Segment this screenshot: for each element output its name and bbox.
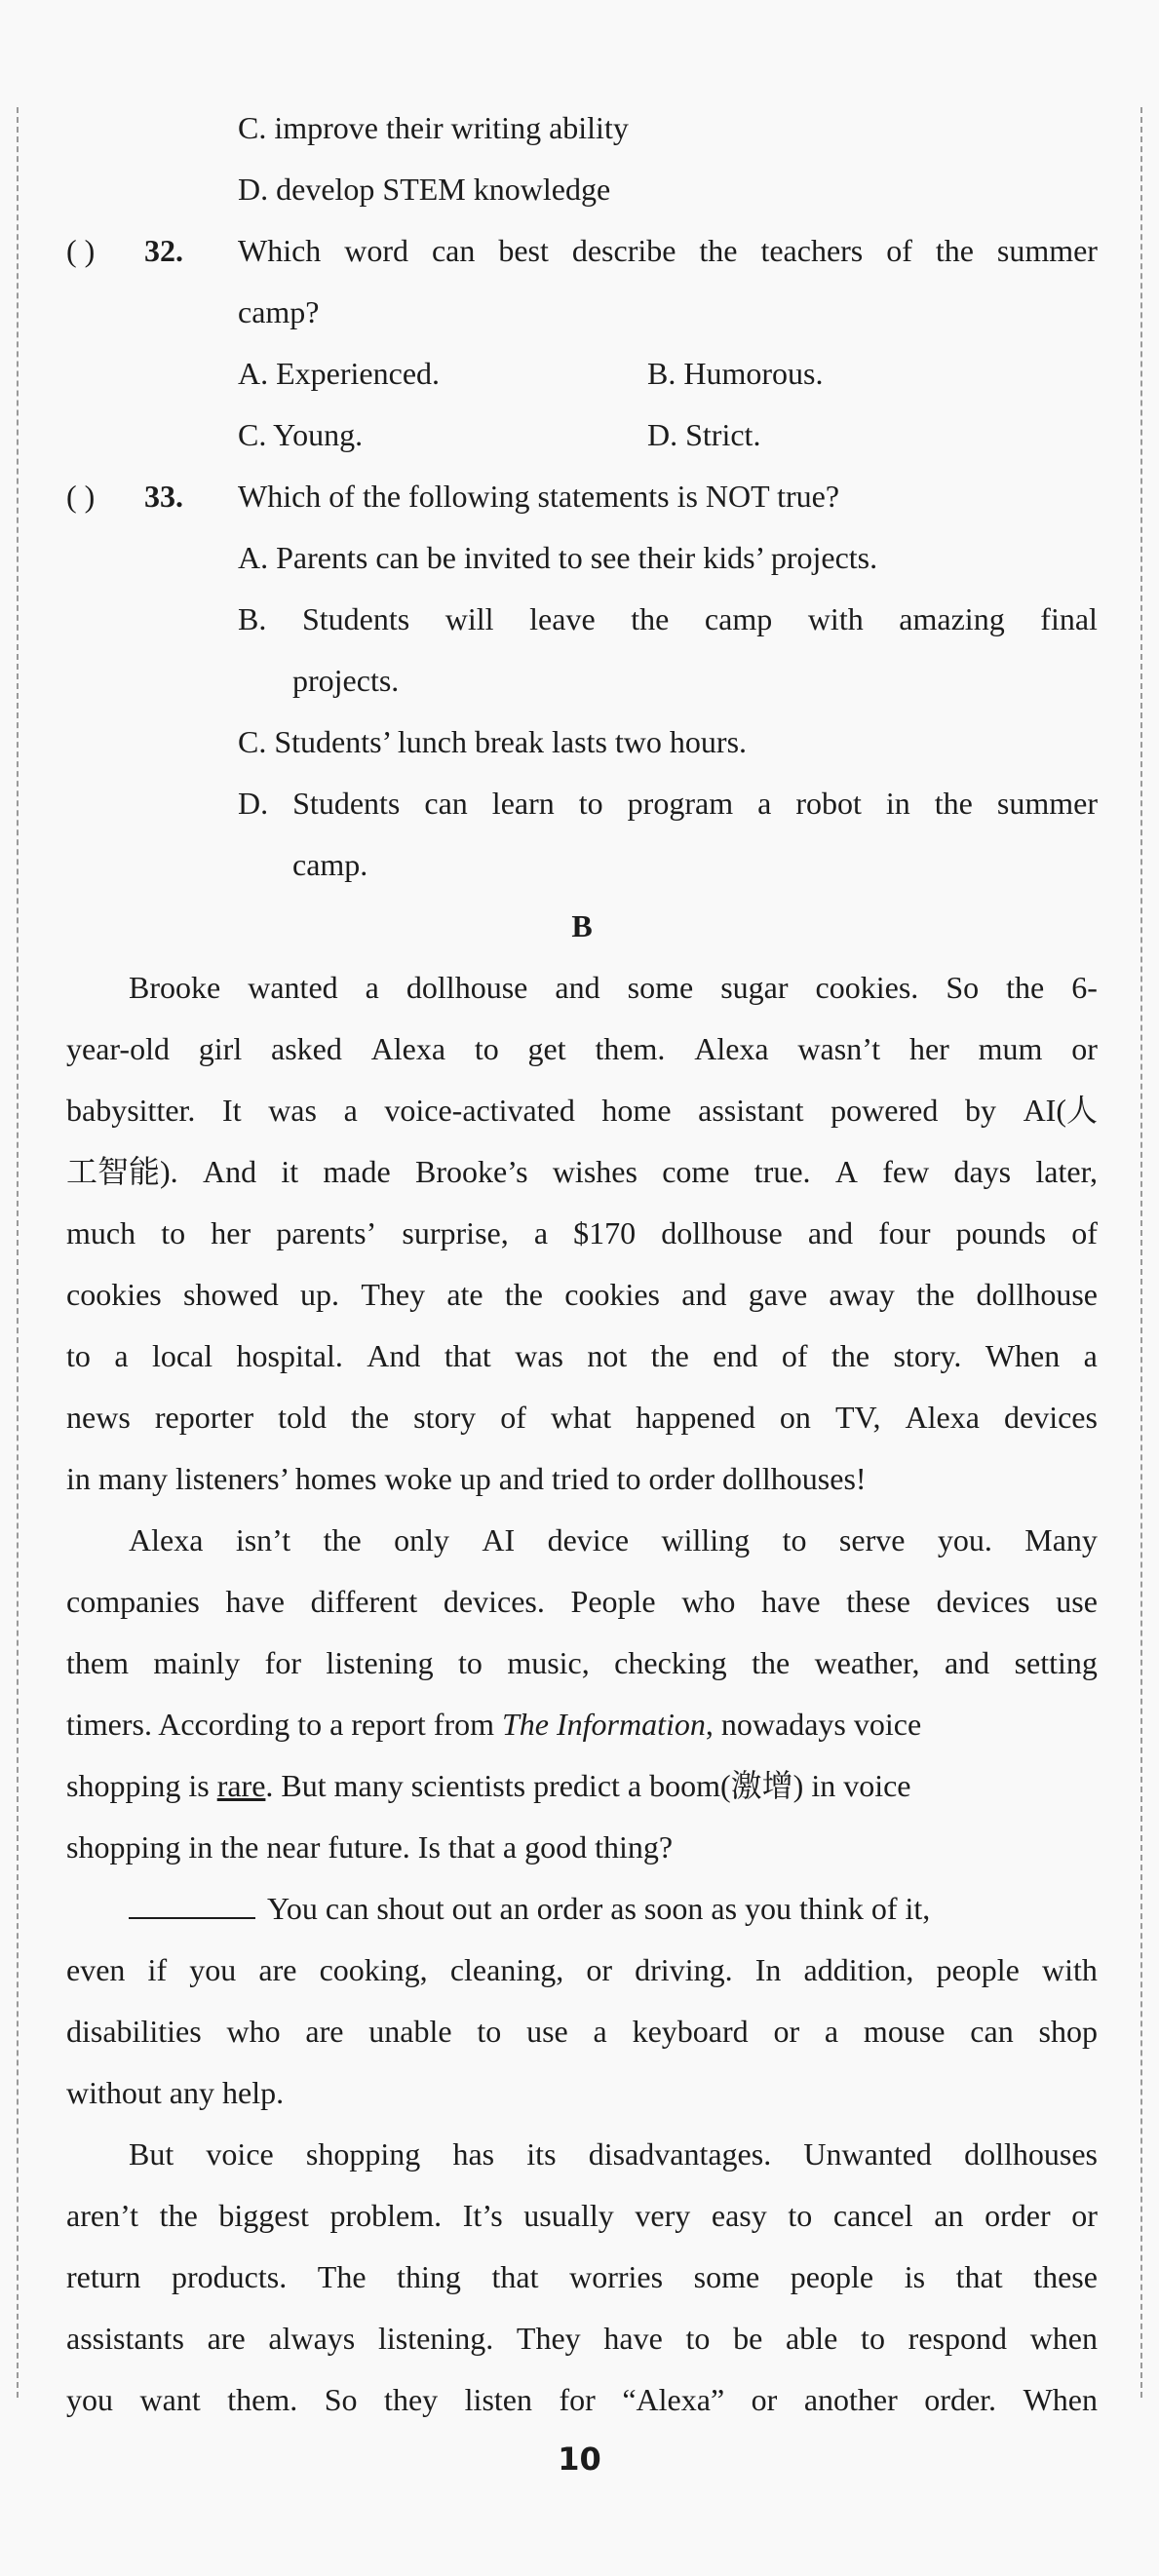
question-32-stem-cont: camp? xyxy=(238,294,320,329)
question-32-stem: Which word can best describe the teachers of the summer xyxy=(238,233,1098,268)
passage-paragraph-2 xyxy=(66,1510,1098,1878)
question-number-32: 32. xyxy=(144,233,183,268)
text-line: You can shout out an order as soon as you think of it, xyxy=(66,1878,1098,1940)
text-line: shopping is rare. But many scientists predict a boom(激增) in voice xyxy=(66,1768,911,1803)
right-dashed-margin xyxy=(1140,107,1142,2398)
question-32-options-ab xyxy=(66,343,1098,404)
text-line: But voice shopping has its disadvantages. Unwanted dollhouses xyxy=(129,2136,1098,2172)
text-line: even if you are cooking, cleaning, or driving. In addition, people with xyxy=(66,1952,1098,1987)
question-number-33: 33. xyxy=(144,479,183,514)
text-line: them mainly for listening to music, checking the weather, and setting xyxy=(66,1645,1098,1680)
answer-blank-32[interactable]: ( ) xyxy=(66,233,96,268)
option-d-q33: D. Students can learn to program a robot in the summer xyxy=(238,786,1098,821)
text-line: return products. The thing that worries some people is that these xyxy=(66,2259,1098,2294)
text-line: much to her parents’ surprise, a $170 dollhouse and four pounds of xyxy=(66,1215,1098,1250)
text-line: shopping in the near future. Is that a good thing? xyxy=(66,1829,674,1865)
text-line: year-old girl asked Alexa to get them. Alexa wasn’t her mum or xyxy=(66,1031,1098,1066)
answer-blank-33[interactable]: ( ) xyxy=(66,479,96,514)
section-heading: B xyxy=(571,908,593,943)
text-line: cookies showed up. They ate the cookies and gave away the dollhouse xyxy=(66,1277,1098,1312)
question-33-stem: Which of the following statements is NOT true? xyxy=(238,479,840,514)
source-title: The Information xyxy=(501,1707,706,1742)
option-d-q33-cont: camp. xyxy=(292,847,368,882)
option-b-q32: B. Humorous. xyxy=(647,356,824,391)
option-d-q32: D. Strict. xyxy=(647,417,761,452)
text-line: disabilities who are unable to use a keyboard or a mouse can shop xyxy=(66,2014,1098,2049)
text-line: you want them. So they listen for “Alexa” or another order. When xyxy=(66,2382,1098,2417)
text-line: assistants are always listening. They have to be able to respond when xyxy=(66,2321,1098,2356)
text-line: companies have different devices. People who have these devices use xyxy=(66,1584,1098,1619)
page-number: 10 xyxy=(558,2441,601,2478)
text-line: babysitter. It was a voice-activated home assistant powered by AI(人 xyxy=(66,1093,1098,1128)
text-line: Brooke wanted a dollhouse and some sugar cookies. So the 6- xyxy=(129,970,1098,1005)
text-line: news reporter told the story of what happened on TV, Alexa devices xyxy=(66,1400,1098,1435)
page-content xyxy=(66,97,1098,2431)
option-d-q31: D. develop STEM knowledge xyxy=(238,172,611,207)
text-line: timers. According to a report from The Information, nowadays voice xyxy=(66,1707,922,1742)
question-33 xyxy=(66,466,1098,527)
option-c-q32: C. Young. xyxy=(238,417,364,452)
passage-paragraph-4 xyxy=(66,2124,1098,2431)
text-line: 工智能). And it made Brooke’s wishes come true. A few days later, xyxy=(66,1154,1098,1189)
underlined-word: rare xyxy=(216,1768,266,1803)
text-line: without any help. xyxy=(66,2075,285,2110)
question-32 xyxy=(66,220,1098,282)
text-line: aren’t the biggest problem. It’s usually very easy to cancel an order or xyxy=(66,2198,1098,2233)
passage-paragraph-1 xyxy=(66,957,1098,1510)
option-b-q33: B. Students will leave the camp with amazing final xyxy=(238,601,1098,636)
text-line: in many listeners’ homes woke up and tried to order dollhouses! xyxy=(66,1461,867,1496)
question-32-options-cd xyxy=(66,404,1098,466)
left-dashed-margin xyxy=(17,107,19,2398)
text-line: Alexa isn’t the only AI device willing to serve you. Many xyxy=(129,1522,1098,1557)
option-a-q33: A. Parents can be invited to see their kids’ projects. xyxy=(238,540,878,575)
passage-paragraph-3 xyxy=(66,1878,1098,2124)
fill-in-blank[interactable] xyxy=(129,1888,255,1919)
text-line: to a local hospital. And that was not the end of the story. When a xyxy=(66,1338,1098,1373)
option-c-q31: C. improve their writing ability xyxy=(238,110,629,145)
option-a-q32: A. Experienced. xyxy=(238,356,441,391)
option-c-q33: C. Students’ lunch break lasts two hours. xyxy=(238,724,748,759)
option-b-q33-cont: projects. xyxy=(292,663,400,698)
